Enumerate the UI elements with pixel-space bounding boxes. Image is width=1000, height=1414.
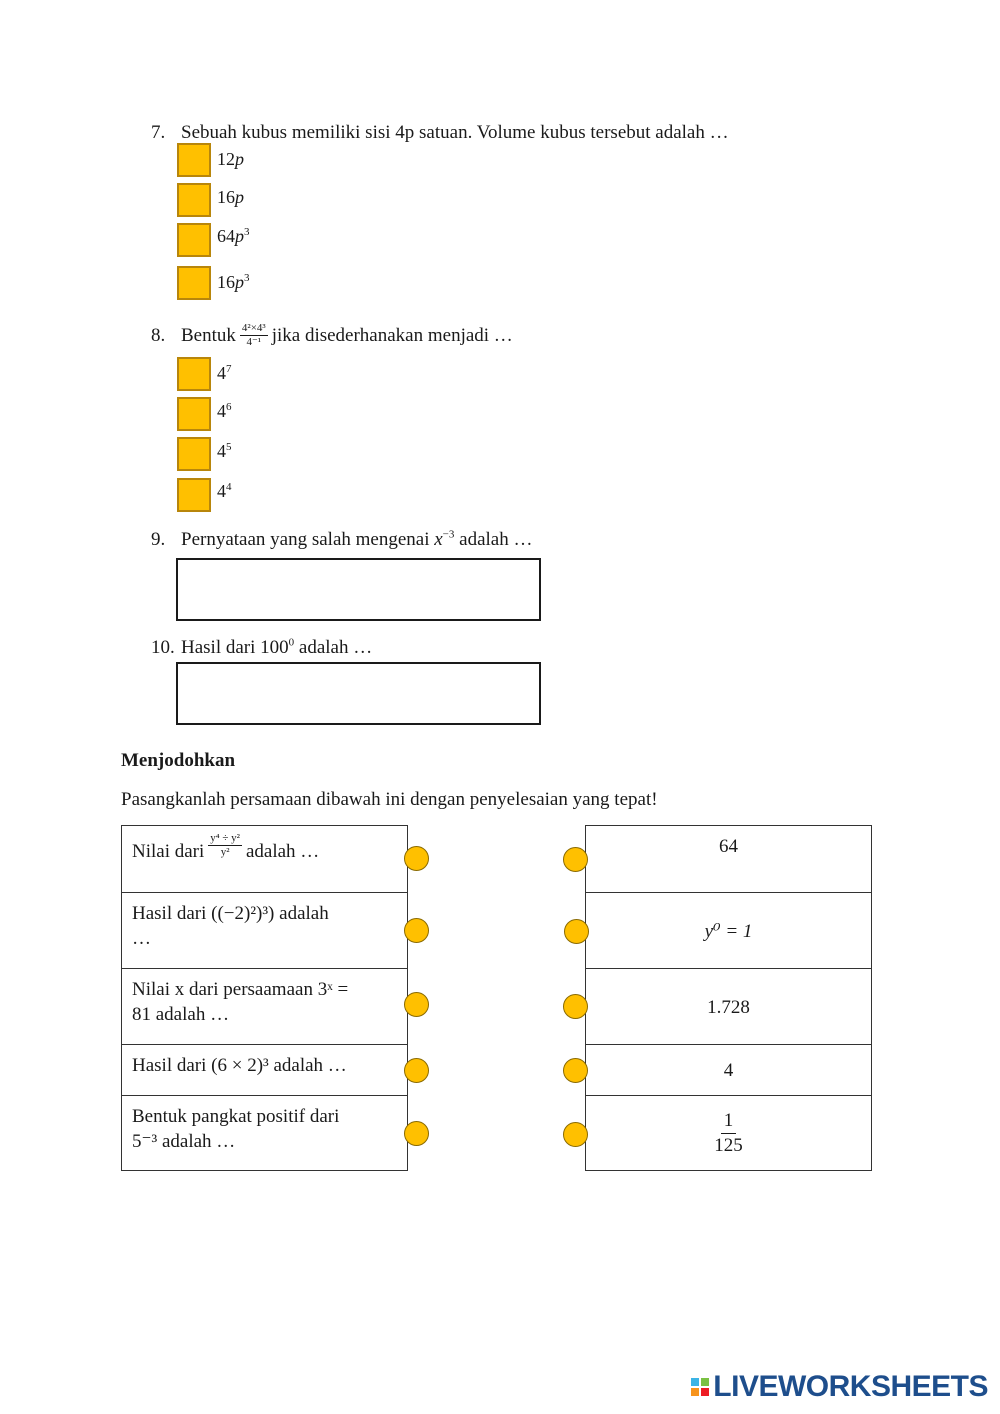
left-dot-4[interactable] (404, 1058, 429, 1083)
matching-right-table (585, 825, 872, 1171)
q10-answer-box[interactable] (176, 662, 541, 725)
left-dot-1[interactable] (404, 846, 429, 871)
question-7: 7. Sebuah kubus memiliki sisi 4p satuan. Volume kubus tersebut adalah … (151, 122, 729, 143)
right-dot-1[interactable] (563, 847, 588, 872)
right-item-5: $\frac{1}{125}$ (714, 1110, 743, 1156)
right-item-2: y⁰ = 1 (586, 893, 871, 969)
left-item-1: Nilai dari $\frac{\text{y⁴ ÷ y²}}{\text{y²}}$ adalah … (122, 826, 407, 893)
q8-fraction: $\frac{\text{4²×4³}}{\text{4⁻¹}}$ (241, 322, 266, 348)
matching-instruction: Pasangkanlah persamaan dibawah ini dengan penyelesaian yang tepat! (121, 789, 658, 810)
q8-option-2-checkbox[interactable] (177, 397, 211, 431)
q7-option-1-checkbox[interactable] (177, 143, 211, 177)
right-item-3: 1.728 (586, 969, 871, 1045)
q7-option-4-label: $16p^3$ (217, 272, 250, 292)
matching-left-table (121, 825, 408, 1171)
liveworksheets-logo (691, 1370, 988, 1404)
left-dot-3[interactable] (404, 992, 429, 1017)
right-item-4: 4 (586, 1045, 871, 1096)
q7-option-4-checkbox[interactable] (177, 266, 211, 300)
right-item-1: 64 (586, 826, 871, 893)
matching-heading: Menjodohkan (121, 750, 236, 771)
left-item-4: Hasil dari (6 × 2)³ adalah … (122, 1045, 407, 1096)
question-10: 10. Hasil dari $100^0$ adalah … (151, 636, 373, 658)
left-item-3: Nilai x dari persaamaan 3ˣ = 81 adalah … (122, 969, 407, 1045)
q7-option-1-label: 12p (217, 149, 244, 169)
q7-option-2-label: 16p (217, 187, 244, 207)
q8-option-1-checkbox[interactable] (177, 357, 211, 391)
q8-option-2-label: $4^6$ (217, 401, 232, 421)
question-7-text: Sebuah kubus memiliki sisi 4p satuan. Volume kubus tersebut adalah … (181, 122, 729, 143)
question-8: 8. Bentuk $\frac{\text{4²×4³}}{\text{4⁻¹}}$ jika disederhanakan menjadi … (151, 322, 513, 348)
left-item-5: Bentuk pangkat positif dari 5⁻³ adalah … (132, 1106, 340, 1152)
q8-option-4-label: $4^4$ (217, 481, 232, 501)
right-dot-5[interactable] (563, 1122, 588, 1147)
right-dot-2[interactable] (564, 919, 589, 944)
liveworksheets-brand: LIVEWORKSHEETS (713, 1370, 988, 1403)
liveworksheets-logo-icon (691, 1378, 709, 1396)
q8-option-4-checkbox[interactable] (177, 478, 211, 512)
q8-option-3-checkbox[interactable] (177, 437, 211, 471)
q9-answer-box[interactable] (176, 558, 541, 621)
left-dot-2[interactable] (404, 918, 429, 943)
right-dot-4[interactable] (563, 1058, 588, 1083)
q7-option-3-checkbox[interactable] (177, 223, 211, 257)
q8-option-3-label: $4^5$ (217, 441, 232, 461)
q7-option-2-checkbox[interactable] (177, 183, 211, 217)
left-dot-5[interactable] (404, 1121, 429, 1146)
right-dot-3[interactable] (563, 994, 588, 1019)
q7-option-3-label: $64p^3$ (217, 226, 250, 246)
left-item-2: Hasil dari ((−2)²)³) adalah … (122, 893, 407, 969)
question-9: 9. Pernyataan yang salah mengenai $x^{-3}$ adalah … (151, 528, 533, 550)
q8-option-1-label: $4^7$ (217, 363, 232, 383)
